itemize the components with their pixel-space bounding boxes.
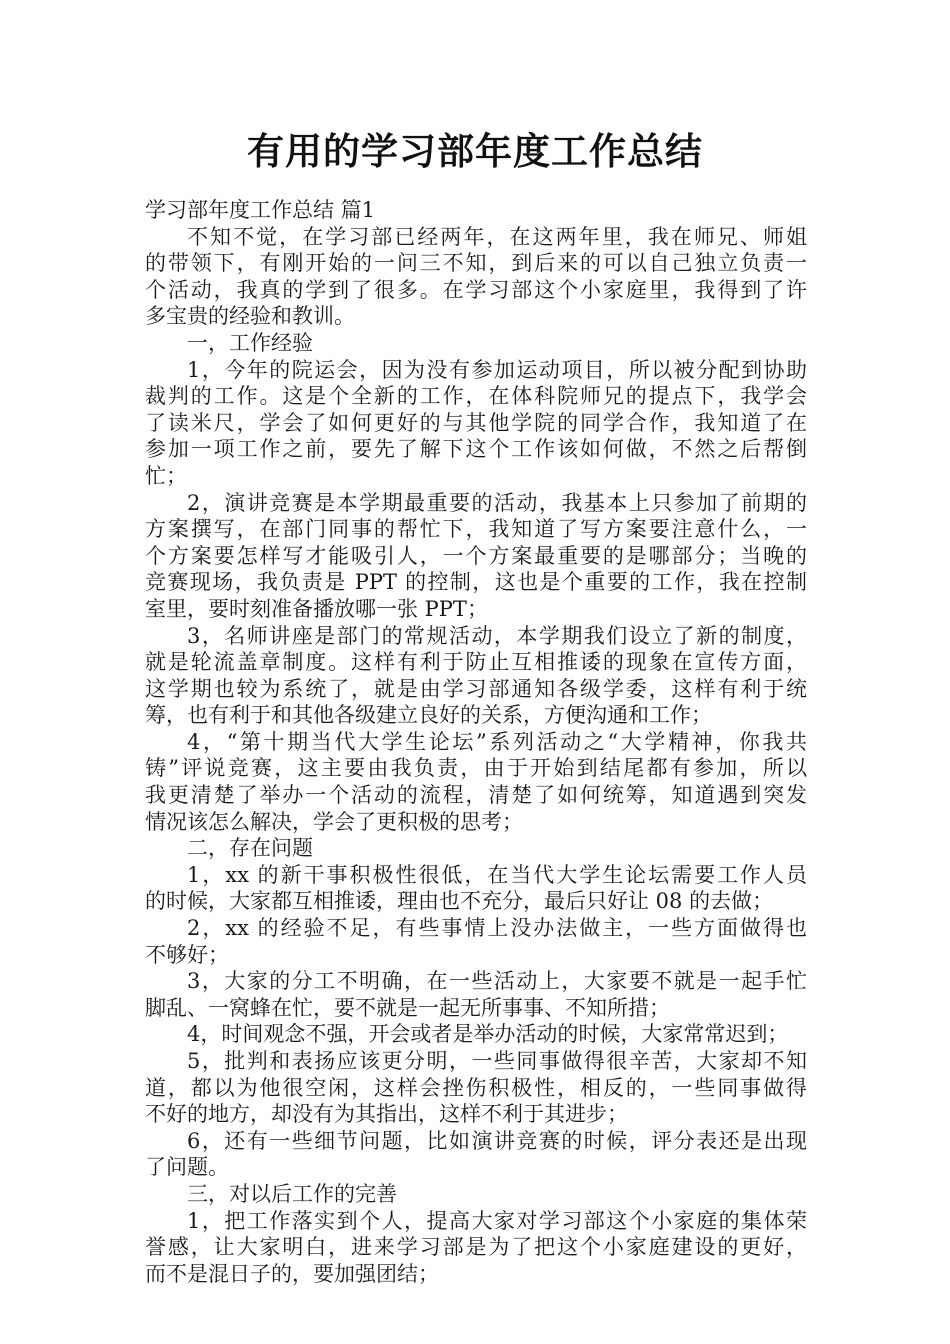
text-line: 不知不觉，在学习部已经两年，在这两年里，我在师兄、师姐 <box>187 224 807 249</box>
document-title: 有用的学习部年度工作总结 <box>247 130 703 173</box>
text-line: 不够好； <box>145 942 229 967</box>
text-line: 3，名师讲座是部门的常规活动，本学期我们设立了新的制度， <box>187 623 807 648</box>
text-line: 不好的地方，却没有为其指出，这样不利于其进步； <box>145 1102 628 1127</box>
text-line: 学习部年度工作总结 篇1 <box>145 198 376 222</box>
text-line: 了读米尺，学会了如何更好的与其他学院的同学合作，我知道了在 <box>145 410 807 435</box>
text-line: 而不是混日子的，要加强团结； <box>145 1261 439 1286</box>
text-line: 裁判的工作。这是个全新的工作，在体科院师兄的提点下，我学会 <box>145 384 807 409</box>
text-line: 方案撰写，在部门同事的帮忙下，我知道了写方案要注意什么，一 <box>145 517 807 542</box>
text-line: 这学期也较为系统了，就是由学习部通知各级学委，这样有利于统 <box>145 676 807 701</box>
text-line: 脚乱、一窝蜂在忙，要不就是一起无所事事、不知所措； <box>145 995 670 1020</box>
text-line: 4，时间观念不强，开会或者是举办活动的时候，大家常常迟到； <box>187 1022 789 1047</box>
text-line: 1，xx 的新干事积极性很低，在当代大学生论坛需要工作人员 <box>187 862 807 887</box>
text-line: 1，把工作落实到个人，提高大家对学习部这个小家庭的集体荣 <box>187 1208 807 1233</box>
text-line: 三，对以后工作的完善 <box>187 1181 397 1206</box>
text-line: 筹，也有利于和其他各级建立良好的关系，方便沟通和工作； <box>145 703 712 728</box>
text-line: 铸”评说竞赛，这主要由我负责，由于开始到结尾都有参加，所以 <box>145 756 807 781</box>
text-line: 多宝贵的经验和教训。 <box>145 304 355 329</box>
text-line: 3，大家的分工不明确，在一些活动上，大家要不就是一起手忙 <box>187 969 807 994</box>
text-line: 1，今年的院运会，因为没有参加运动项目，所以被分配到协助 <box>187 357 807 382</box>
text-line: 竞赛现场，我负责是 PPT 的控制，这也是个重要的工作，我在控制 <box>145 570 807 595</box>
text-line: 忙； <box>145 463 187 488</box>
text-line: 6，还有一些细节问题，比如演讲竞赛的时候，评分表还是出现 <box>187 1128 807 1153</box>
text-line: 参加一项工作之前，要先了解下这个工作该如何做，不然之后帮倒 <box>145 437 807 462</box>
text-line: 就是轮流盖章制度。这样有利于防止互相推诿的现象在宣传方面， <box>145 650 807 675</box>
text-line: 二，存在问题 <box>187 836 313 861</box>
text-line: 2，演讲竞赛是本学期最重要的活动，我基本上只参加了前期的 <box>187 490 807 515</box>
text-line: 誉感，让大家明白，进来学习部是为了把这个小家庭建设的更好， <box>145 1235 807 1260</box>
text-line: 了问题。 <box>145 1155 229 1180</box>
text-line: 4，“第十期当代大学生论坛”系列活动之“大学精神，你我共 <box>187 729 807 754</box>
text-line: 的时候，大家都互相推诿，理由也不充分，最后只好让 08 的去做； <box>145 889 774 914</box>
text-line: 室里，要时刻准备播放哪一张 PPT； <box>145 596 488 621</box>
text-line: 2，xx 的经验不足，有些事情上没办法做主，一些方面做得也 <box>187 916 807 941</box>
text-line: 情况该怎么解决，学会了更积极的思考； <box>145 809 523 834</box>
text-line: 道，都以为他很空闲，这样会挫伤积极性，相反的，一些同事做得 <box>145 1075 807 1100</box>
text-line: 个活动，我真的学到了很多。在学习部这个小家庭里，我得到了许 <box>145 277 807 302</box>
text-line: 的带领下，有刚开始的一问三不知，到后来的可以自己独立负责一 <box>145 251 807 276</box>
document-body <box>145 197 807 1287</box>
text-line: 5，批判和表扬应该更分明，一些同事做得很辛苦，大家却不知 <box>187 1049 807 1073</box>
text-line: 一，工作经验 <box>187 330 313 355</box>
text-line: 个方案要怎样写才能吸引人，一个方案最重要的是哪部分；当晚的 <box>145 543 807 568</box>
text-line: 我更清楚了举办一个活动的流程，清楚了如何统筹，知道遇到突发 <box>145 783 807 808</box>
